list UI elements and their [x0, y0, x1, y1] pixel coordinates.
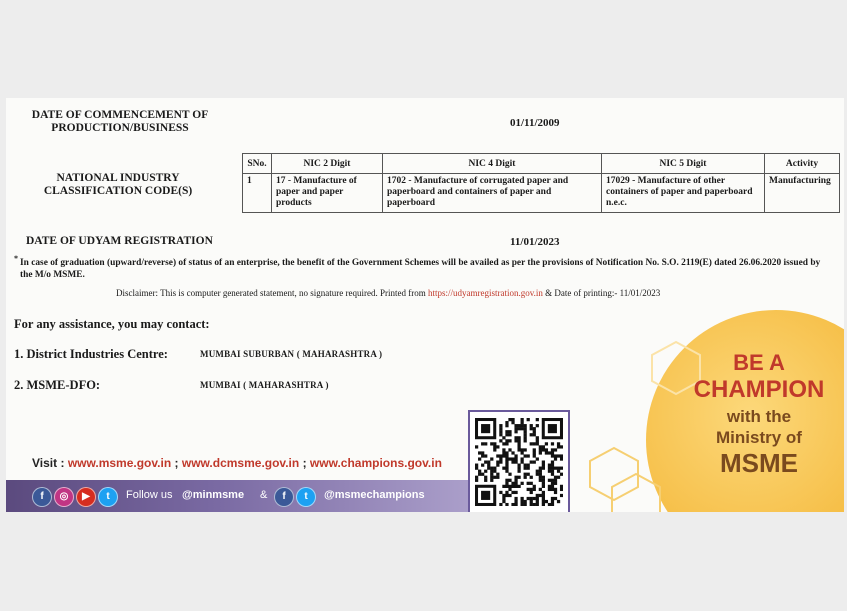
note-asterisk: * — [14, 254, 18, 263]
instagram-icon[interactable]: ◎ — [54, 487, 74, 507]
follow-us-text: Follow us — [126, 489, 173, 501]
udyam-certificate-page — [6, 98, 844, 512]
facebook-icon[interactable]: f — [32, 487, 52, 507]
nic-header-2digit: NIC 2 Digit — [272, 154, 383, 174]
contact-dic-label: 1. District Industries Centre: — [14, 347, 168, 361]
nic-header-activity: Activity — [765, 154, 840, 174]
promo-line-5: MSME — [720, 448, 798, 478]
visit-prefix: Visit : — [32, 456, 65, 470]
msme-site-link[interactable]: www.msme.gov.in — [67, 456, 172, 470]
twitter-icon[interactable]: t — [296, 487, 316, 507]
qr-code — [468, 410, 570, 512]
twitter-icon[interactable]: t — [98, 487, 118, 507]
hexagon-decoration-icon — [606, 470, 666, 512]
visit-separator: ; — [174, 456, 179, 470]
visit-links — [32, 456, 442, 470]
nic-label: NATIONAL INDUSTRY CLASSIFICATION CODE(S) — [43, 172, 193, 197]
facebook-icon[interactable]: f — [274, 487, 294, 507]
footer-ampersand: & — [260, 489, 268, 501]
youtube-icon[interactable]: ▶ — [76, 487, 96, 507]
nic-cell-activity: Manufacturing — [765, 174, 840, 213]
udyam-date: 11/01/2023 — [510, 236, 560, 248]
udyam-label: DATE OF UDYAM REGISTRATION — [26, 235, 213, 247]
nic-cell-2digit: 17 - Manufacture of paper and paper products — [272, 174, 383, 213]
promo-line-4: Ministry of — [716, 428, 802, 447]
disclaimer-prefix: Disclaimer: This is computer generated statement, no signature required. Printed from — [116, 288, 426, 298]
msmechampions-handle[interactable]: @msmechampions — [324, 489, 425, 501]
disclaimer — [116, 288, 660, 298]
dcmsme-site-link[interactable]: www.dcmsme.gov.in — [181, 456, 300, 470]
champions-site-link[interactable]: www.champions.gov.in — [309, 456, 442, 470]
graduation-note: In case of graduation (upward/reverse) of status of an enterprise, the benefit of the Government Schemes will be availed as per the provisions of Notification No. S.O. 2119(E) dated 26.06.2020 issued by the M/o MSME. — [20, 258, 821, 280]
nic-header-5digit: NIC 5 Digit — [602, 154, 765, 174]
visit-separator: ; — [302, 456, 307, 470]
nic-cell-5digit: 17029 - Manufacture of other containers of paper and paperboard n.e.c. — [602, 174, 765, 213]
nic-table — [242, 153, 840, 213]
disclaimer-suffix: & Date of printing:- 11/01/2023 — [545, 288, 661, 298]
minmsme-handle[interactable]: @minmsme — [182, 489, 245, 501]
commencement-label: DATE OF COMMENCEMENT OF PRODUCTION/BUSINESS — [31, 109, 209, 134]
commencement-date: 01/11/2009 — [510, 117, 560, 129]
promo-line-1: BE A — [733, 350, 785, 375]
promo-line-3: with the — [726, 407, 792, 426]
udyam-registration-link[interactable]: https://udyamregistration.gov.in — [428, 288, 543, 298]
nic-header-sno: SNo. — [243, 154, 272, 174]
promo-line-2: CHAMPION — [693, 376, 825, 403]
nic-cell-4digit: 1702 - Manufacture of corrugated paper and paperboard and containers of paper and paperboard — [383, 174, 602, 213]
table-row — [243, 174, 840, 213]
nic-header-4digit: NIC 4 Digit — [383, 154, 602, 174]
contact-dic-value: MUMBAI SUBURBAN ( MAHARASHTRA ) — [200, 349, 383, 359]
social-footer — [6, 480, 476, 512]
qr-code-icon — [475, 418, 563, 506]
contact-dfo-label: 2. MSME-DFO: — [14, 378, 101, 392]
contact-dfo-value: MUMBAI ( MAHARASHTRA ) — [200, 380, 329, 390]
contact-heading: For any assistance, you may contact: — [14, 317, 210, 331]
nic-cell-sno: 1 — [243, 174, 272, 213]
